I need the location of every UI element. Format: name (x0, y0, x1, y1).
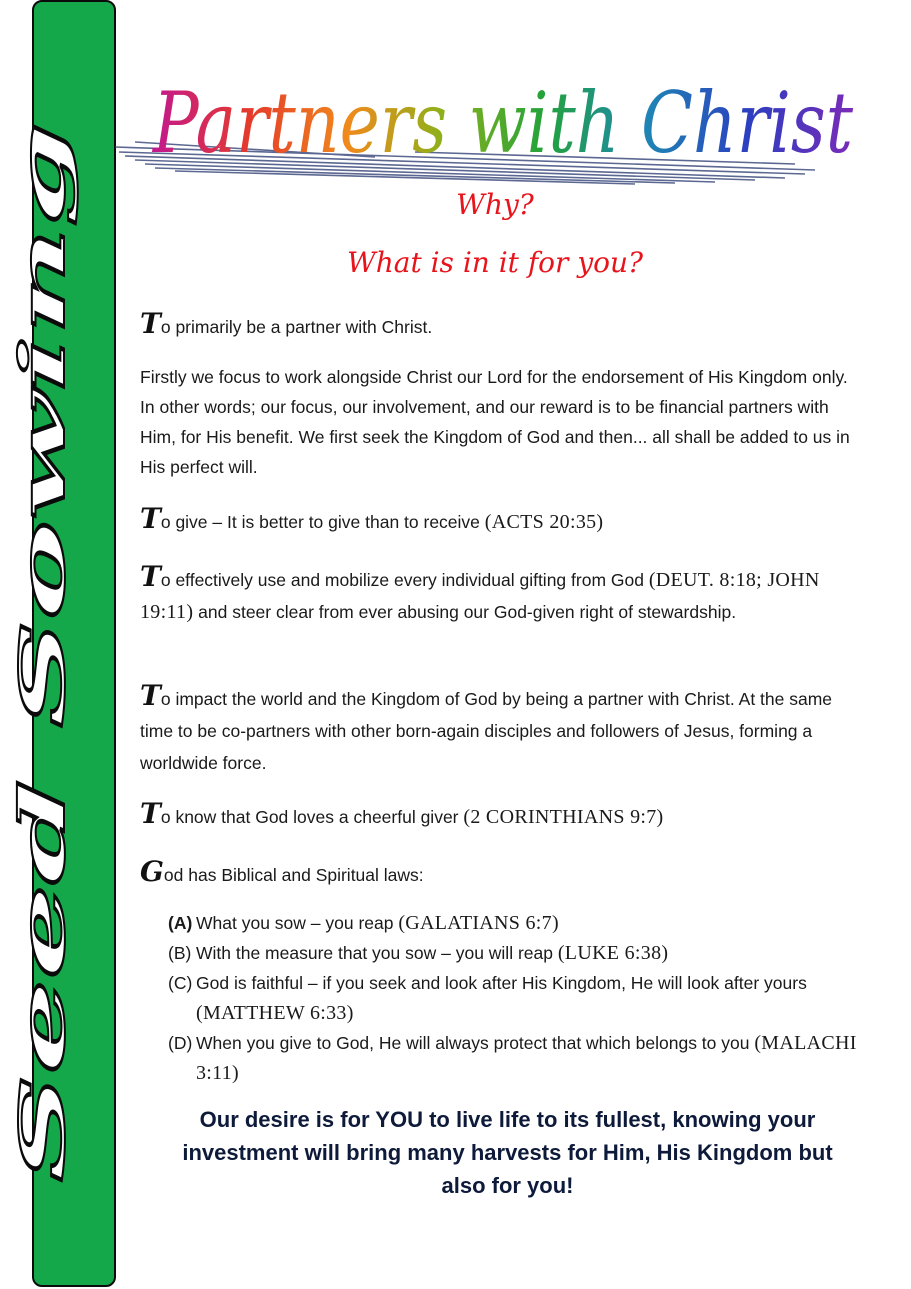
point-text: o primarily be a partner with Christ. (160, 317, 433, 337)
why-heading: Why? (456, 188, 534, 221)
point-text: o know that God loves a cheerful giver (160, 807, 464, 827)
point-2 (140, 502, 855, 537)
list-item (168, 1028, 858, 1088)
list-text: When you give to God, He will always protect that which belongs to you (196, 1033, 755, 1053)
list-marker: (A) (168, 913, 193, 933)
point-text: o give – It is better to give than to receive (160, 512, 485, 532)
list-item (168, 908, 858, 938)
drop-cap: T (140, 307, 161, 340)
sidebar-vertical-text: Seed Sowing (6, 741, 79, 1182)
drop-cap: T (140, 679, 161, 712)
scripture-reference: (2 CORINTHIANS 9:7) (463, 806, 664, 828)
scripture-reference: (MALACHI 3:11) (196, 1032, 857, 1084)
list-item (168, 968, 858, 1028)
list-marker: (C) (168, 973, 193, 993)
question-heading: What is in it for you? (346, 246, 644, 279)
list-item (168, 938, 858, 968)
point-text: o impact the world and the Kingdom of God by being a partner with Christ. At the same time to be co-partners with other born-again disciples and followers of Jesus, forming a worldwide force. (140, 689, 833, 773)
sidebar-text-graphic (6, 2, 118, 1289)
point-1 (140, 307, 855, 342)
scripture-reference: (MATTHEW 6:33) (196, 1002, 354, 1024)
point-1-body: Firstly we focus to work alongside Christ our Lord for the endorsement of His Kingdom only. In other words; our focus, our involvement, and our reward is to be financial partners with Him, for His benefit. We first seek the Kingdom of God and then... all shall be added to us in His perfect will. (140, 367, 850, 477)
scripture-reference: (DEUT. 8:18; JOHN 19:11) (140, 569, 820, 623)
scripture-reference: (ACTS 20:35) (484, 511, 604, 533)
page-title (115, 52, 875, 192)
list-text: God is faithful – if you seek and look after His Kingdom, He will look after yours (196, 973, 807, 993)
point-text: o effectively use and mobilize every individual gifting from God (160, 570, 649, 590)
drop-cap: T (140, 502, 161, 535)
point-5 (140, 797, 855, 832)
closing-statement: Our desire is for YOU to live life to its fullest, knowing your investment will bring many harvests for Him, His Kingdom but also for you! (182, 1107, 833, 1198)
point-text: od has Biblical and Spiritual laws: (163, 865, 424, 885)
laws-list (168, 908, 858, 1088)
scripture-reference: (LUKE 6:38) (557, 942, 669, 964)
title-graphic (115, 52, 875, 192)
drop-cap: T (140, 797, 161, 830)
title-text: Partners with Christ (151, 74, 854, 172)
point-4 (140, 679, 855, 779)
list-text: With the measure that you sow – you will reap (196, 943, 558, 963)
list-marker: (B) (168, 943, 192, 963)
point-3 (140, 560, 855, 628)
point-6 (140, 855, 855, 890)
drop-cap: G (140, 855, 164, 888)
list-marker: (D) (168, 1033, 193, 1053)
list-text: What you sow – you reap (196, 913, 399, 933)
point-text-continued: and steer clear from ever abusing our God-given right of stewardship. (193, 602, 737, 622)
drop-cap: T (140, 560, 161, 593)
sidebar-banner (6, 0, 116, 1287)
scripture-reference: (GALATIANS 6:7) (398, 912, 559, 934)
